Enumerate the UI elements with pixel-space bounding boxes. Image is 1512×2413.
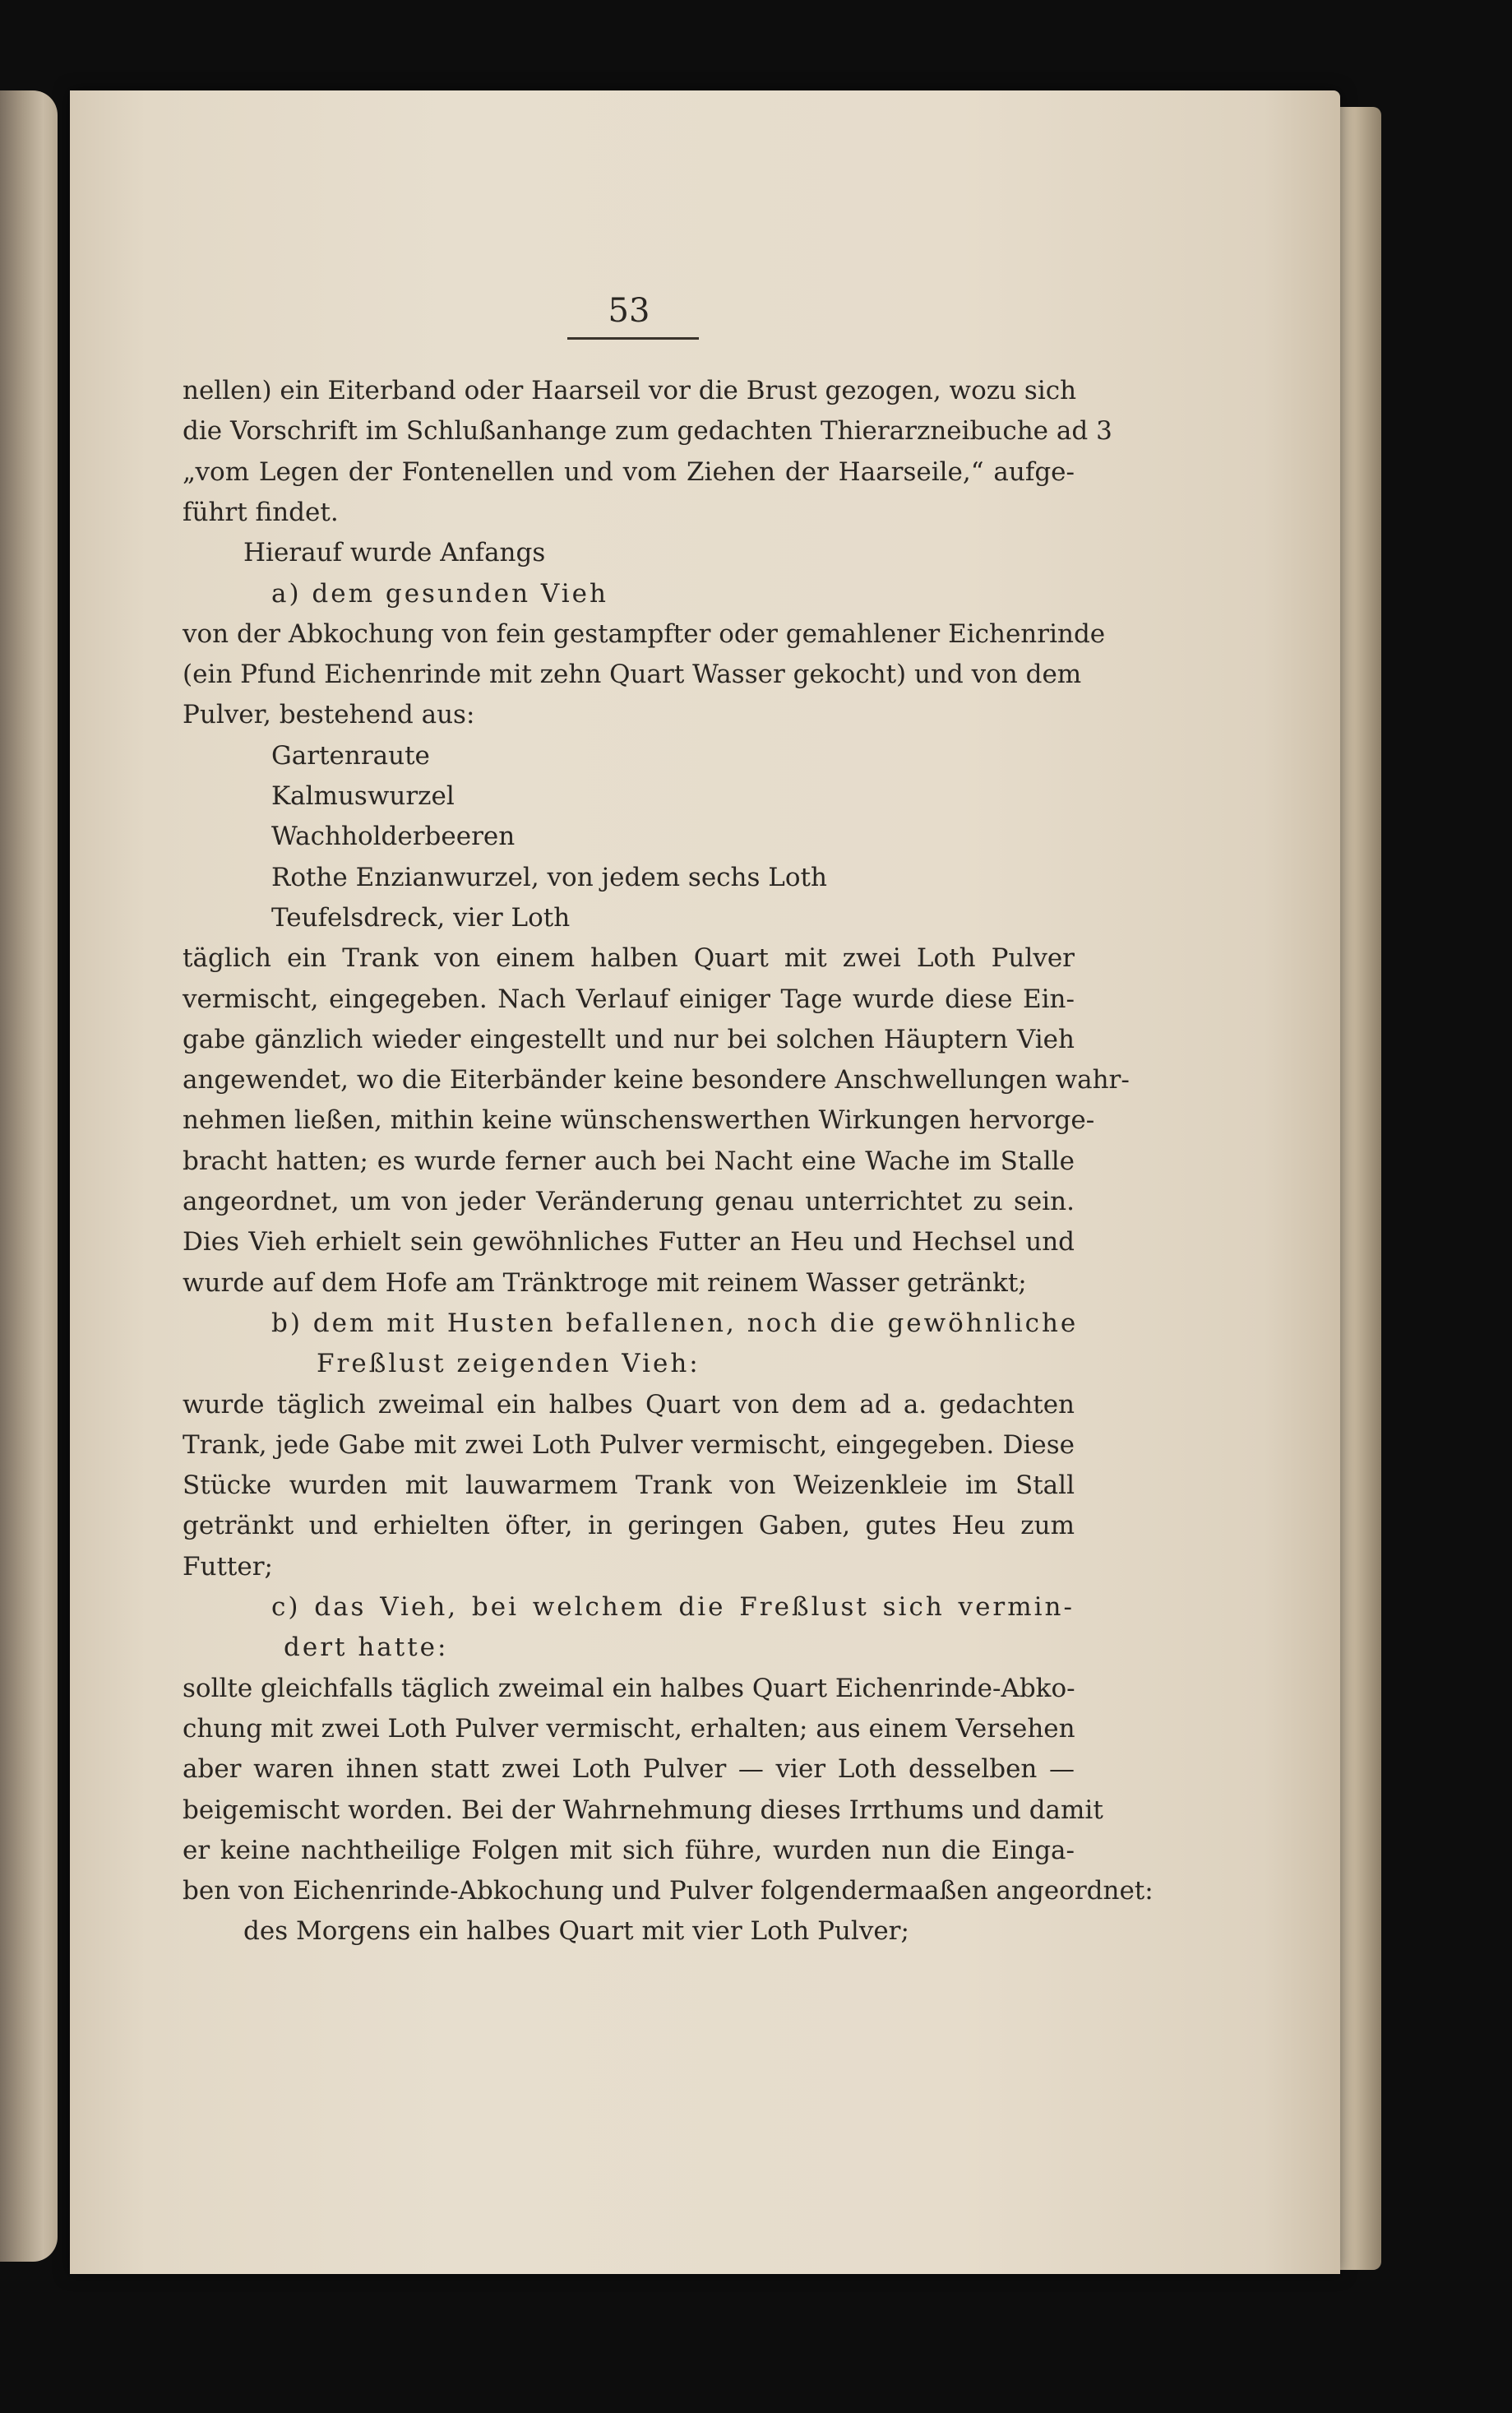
text-line: nellen) ein Eiterband oder Haarseil vor die Brust gezogen, wozu sich: [183, 376, 1077, 405]
text-line: getränkt und erhielten öfter, in geringen Gaben, gutes Heu zum: [183, 1511, 1075, 1540]
text-line: gabe gänzlich wieder eingestellt und nur bei solchen Häuptern Vieh: [183, 1025, 1075, 1054]
text-line: angewendet, wo die Eiterbänder keine besondere Anschwellungen wahr-: [183, 1065, 1130, 1095]
text-line: bracht hatten; es wurde ferner auch bei Nacht eine Wache im Stalle: [183, 1146, 1075, 1176]
text-line: beigemischt worden. Bei der Wahrnehmung dieses Irrthums und damit: [183, 1795, 1103, 1825]
text-line: Stücke wurden mit lauwarmem Trank von Weizenkleie im Stall: [183, 1470, 1075, 1500]
text-line: Gartenraute: [271, 741, 430, 771]
text-line: Freßlust zeigenden Vieh:: [317, 1349, 701, 1378]
text-line: angeordnet, um von jeder Veränderung genau unterrichtet zu sein.: [183, 1187, 1075, 1216]
text-line: dert hatte:: [284, 1633, 449, 1662]
book-spine: [0, 90, 58, 2262]
text-line: b) dem mit Husten befallenen, noch die gewöhnliche: [271, 1308, 1079, 1338]
text-line: Kalmuswurzel: [271, 781, 455, 811]
text-line: Dies Vieh erhielt sein gewöhnliches Futter an Heu und Hechsel und: [183, 1227, 1075, 1257]
text-line: a) dem gesunden Vieh: [271, 579, 608, 609]
text-line: des Morgens ein halbes Quart mit vier Loth Pulver;: [243, 1916, 909, 1946]
page-number-rule: [567, 337, 699, 340]
text-line: von der Abkochung von fein gestampfter oder gemahlener Eichenrinde: [183, 619, 1106, 649]
text-line: vermischt, eingegeben. Nach Verlauf einiger Tage wurde diese Ein-: [183, 984, 1075, 1014]
text-line: er keine nachtheilige Folgen mit sich führe, wurden nun die Einga-: [183, 1836, 1075, 1865]
text-line: „vom Legen der Fontenellen und vom Ziehen der Haarseile,“ aufge-: [183, 457, 1075, 487]
text-line: Teufelsdreck, vier Loth: [271, 903, 571, 933]
text-line: chung mit zwei Loth Pulver vermischt, erhalten; aus einem Versehen: [183, 1714, 1075, 1744]
text-line: Pulver, bestehend aus:: [183, 700, 475, 729]
text-line: Futter;: [183, 1552, 273, 1582]
text-line: Trank, jede Gabe mit zwei Loth Pulver vermischt, eingegeben. Diese: [183, 1430, 1075, 1460]
text-line: ben von Eichenrinde-Abkochung und Pulver folgendermaaßen angeordnet:: [183, 1876, 1154, 1906]
page-number: 53: [608, 292, 650, 330]
text-line: wurde auf dem Hofe am Tränktroge mit reinem Wasser getränkt;: [183, 1268, 1027, 1298]
text-line: sollte gleichfalls täglich zweimal ein halbes Quart Eichenrinde-Abko-: [183, 1674, 1075, 1703]
text-line: Hierauf wurde Anfangs: [243, 538, 546, 567]
text-line: (ein Pfund Eichenrinde mit zehn Quart Wasser gekocht) und von dem: [183, 660, 1082, 689]
text-line: c) das Vieh, bei welchem die Freßlust sich vermin-: [271, 1592, 1075, 1622]
text-line: wurde täglich zweimal ein halbes Quart von dem ad a. gedachten: [183, 1390, 1075, 1420]
text-line: Rothe Enzianwurzel, von jedem sechs Loth: [271, 863, 827, 892]
text-line: Wachholderbeeren: [271, 822, 516, 851]
text-line: täglich ein Trank von einem halben Quart mit zwei Loth Pulver: [183, 943, 1075, 973]
text-line: die Vorschrift im Schlußanhange zum gedachten Thierarzneibuche ad 3: [183, 416, 1112, 446]
text-line: nehmen ließen, mithin keine wünschenswerthen Wirkungen hervorge-: [183, 1105, 1095, 1135]
text-line: aber waren ihnen statt zwei Loth Pulver — vier Loth desselben —: [183, 1754, 1075, 1784]
text-line: führt findet.: [183, 498, 339, 527]
